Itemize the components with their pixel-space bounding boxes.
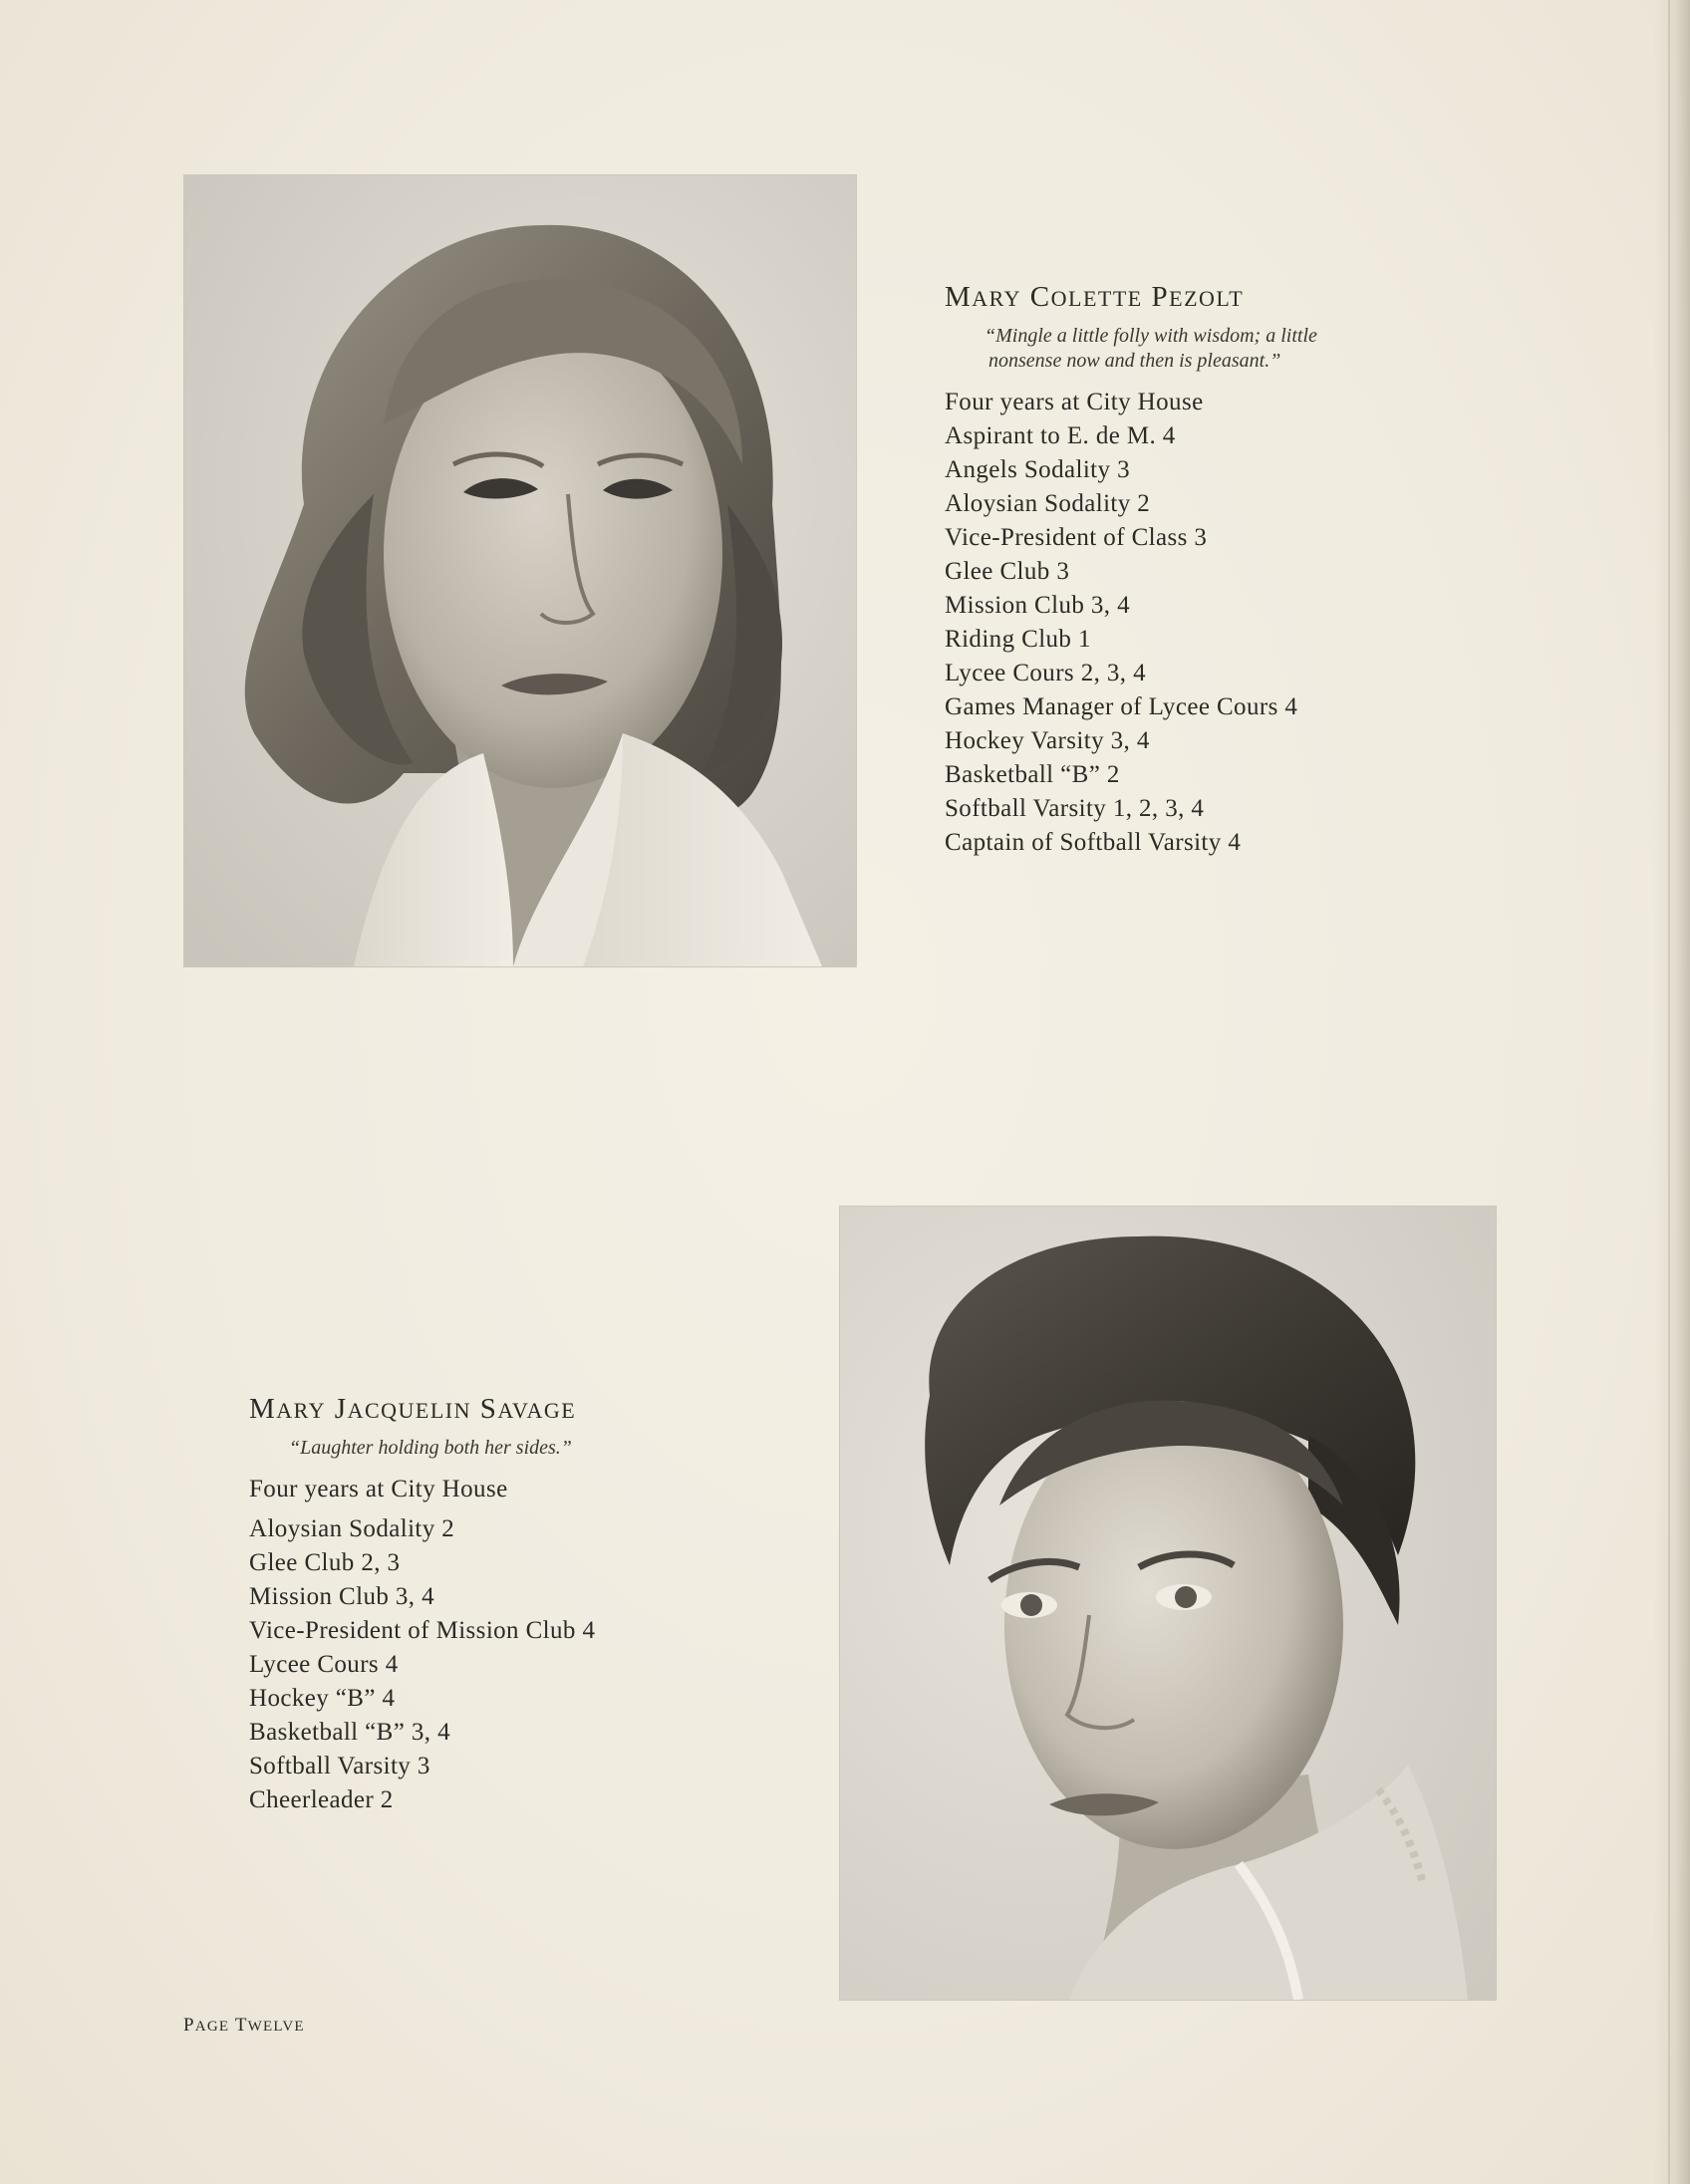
activity-item: Mission Club 3, 4 bbox=[945, 592, 1130, 619]
activity-item: Vice-President of Mission Club 4 bbox=[249, 1617, 596, 1644]
activity-item: Angels Sodality 3 bbox=[945, 456, 1130, 483]
activity-item: Glee Club 3 bbox=[945, 558, 1070, 585]
quote-line: nonsense now and then is pleasant.” bbox=[988, 350, 1281, 372]
activity-item: Aloysian Sodality 2 bbox=[945, 490, 1151, 517]
activity-item: Aspirant to E. de M. 4 bbox=[945, 422, 1176, 449]
student-name: MARY JACQUELIN SAVAGE bbox=[249, 1393, 577, 1425]
student-entry-pezolt bbox=[945, 281, 1317, 860]
activity-item: Glee Club 2, 3 bbox=[249, 1549, 401, 1576]
activity-item: Cheerleader 2 bbox=[249, 1786, 394, 1813]
activities-list bbox=[945, 386, 1317, 860]
student-entry-savage bbox=[249, 1393, 595, 1817]
page-edge-shadow bbox=[1654, 0, 1690, 2184]
student-name: MARY COLETTE PEZOLT bbox=[945, 281, 1245, 313]
activity-item: Four years at City House bbox=[249, 1476, 508, 1502]
portrait-photo-pezolt bbox=[183, 174, 857, 967]
activity-item: Mission Club 3, 4 bbox=[249, 1583, 434, 1610]
activity-item: Basketball “B” 3, 4 bbox=[249, 1719, 450, 1746]
activity-item: Hockey “B” 4 bbox=[249, 1685, 396, 1712]
activity-item: Lycee Cours 4 bbox=[249, 1651, 399, 1678]
page-fold-line bbox=[1668, 0, 1670, 2184]
activity-item: Games Manager of Lycee Cours 4 bbox=[945, 693, 1298, 720]
page-number: PAGE TWELVE bbox=[183, 2015, 305, 2036]
activity-item: Hockey Varsity 3, 4 bbox=[945, 727, 1150, 754]
portrait-photo-savage bbox=[839, 1206, 1497, 2001]
activity-item: Softball Varsity 1, 2, 3, 4 bbox=[945, 795, 1205, 822]
activity-item: Vice-President of Class 3 bbox=[945, 524, 1208, 551]
activity-item: Four years at City House bbox=[945, 389, 1204, 415]
activity-item: Aloysian Sodality 2 bbox=[249, 1515, 455, 1542]
activity-item: Basketball “B” 2 bbox=[945, 761, 1120, 788]
quote-line: “Mingle a little folly with wisdom; a little bbox=[985, 325, 1317, 347]
student-quote bbox=[289, 1436, 595, 1461]
activity-item: Lycee Cours 2, 3, 4 bbox=[945, 660, 1147, 686]
activities-list bbox=[249, 1473, 595, 1817]
activity-item: Captain of Softball Varsity 4 bbox=[945, 829, 1242, 856]
student-quote bbox=[985, 324, 1317, 374]
activity-item: Riding Club 1 bbox=[945, 626, 1091, 653]
activity-item: Softball Varsity 3 bbox=[249, 1753, 430, 1779]
quote-line: “Laughter holding both her sides.” bbox=[289, 1437, 572, 1459]
